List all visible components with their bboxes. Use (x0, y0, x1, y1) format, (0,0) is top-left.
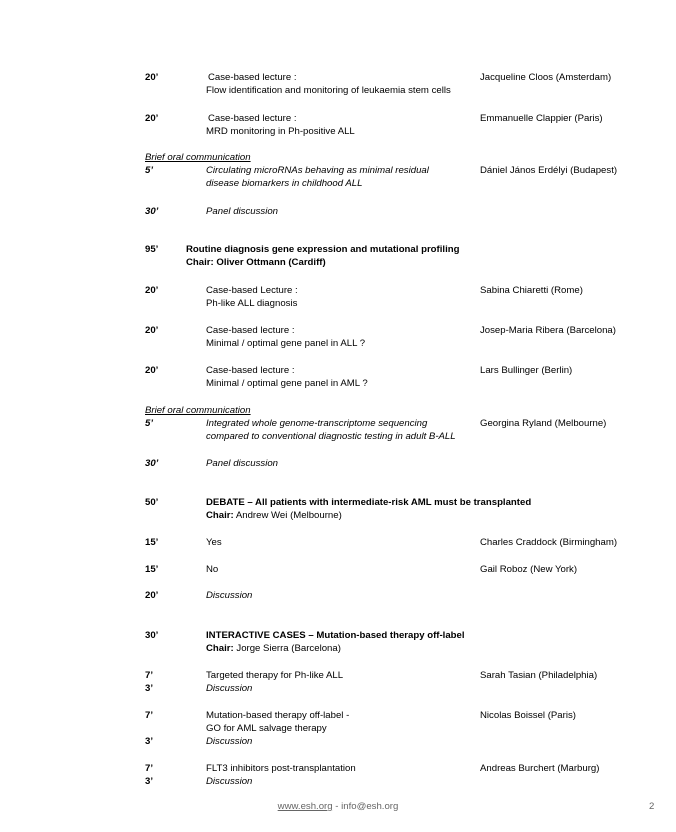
item-title (206, 563, 476, 576)
session-title: INTERACTIVE CASES – Mutation-based therapy off-label (206, 630, 465, 641)
session-title-block (186, 243, 459, 269)
case-title (206, 762, 476, 788)
item-title-line2: MRD monitoring in Ph-positive ALL (206, 126, 355, 137)
item-title (206, 536, 476, 549)
footer-separator: - (332, 801, 342, 812)
item-duration: 20’ (145, 365, 159, 376)
case-duration: 7’ (145, 670, 154, 681)
item-title-line2: disease biomarkers in childhood ALL (206, 178, 363, 189)
case-discussion-duration: 3’ (145, 736, 154, 747)
page-footer (0, 800, 676, 813)
item-title-line2: Minimal / optimal gene panel in ALL ? (206, 338, 366, 349)
page-number: 2 (649, 801, 655, 812)
item-title-line1: Panel discussion (206, 206, 278, 217)
case-discussion-duration: 3’ (145, 683, 154, 694)
case-duration: 7’ (145, 710, 154, 721)
item-title-line2: Flow identification and monitoring of leukaemia stem cells (206, 85, 451, 96)
item-duration: 5’ (145, 165, 154, 176)
footer-website-link[interactable]: www.esh.org (277, 801, 333, 812)
chair-label: Chair: (206, 510, 234, 521)
item-title-line1: Integrated whole genome-transcriptome sequencing (206, 418, 428, 429)
case-speaker: Andreas Burchert (Marburg) (480, 763, 600, 774)
item-duration: 20’ (145, 72, 159, 83)
item-title-line1: Case-based lecture : (206, 365, 295, 376)
item-title-line2: Minimal / optimal gene panel in AML ? (206, 378, 368, 389)
item-speaker: Lars Bullinger (Berlin) (480, 365, 573, 376)
case-discussion: Discussion (206, 683, 253, 694)
item-speaker: Josep-Maria Ribera (Barcelona) (480, 325, 616, 336)
footer-email[interactable]: info@esh.org (341, 801, 399, 812)
boc-label: Brief oral communication (145, 152, 251, 163)
case-durations (145, 762, 153, 788)
item-duration: 15’ (145, 537, 159, 548)
session-title: DEBATE – All patients with intermediate-risk AML must be transplanted (206, 497, 532, 508)
item-title (206, 205, 476, 218)
item-speaker: Charles Craddock (Birmingham) (480, 537, 618, 548)
item-title (206, 112, 476, 138)
item-title-line1: Case-based lecture : (206, 325, 295, 336)
item-duration: 30’ (145, 458, 159, 469)
boc-label: Brief oral communication (145, 405, 251, 416)
case-title-line1: Mutation-based therapy off-label - (206, 710, 350, 721)
item-title (206, 457, 476, 470)
item-title (206, 364, 476, 390)
session-duration: 95’ (145, 244, 159, 255)
case-durations (145, 669, 153, 695)
case-title-line1: FLT3 inhibitors post-transplantation (206, 763, 356, 774)
session-chair (206, 642, 626, 655)
case-title (206, 709, 476, 748)
session-title-block (206, 629, 626, 655)
item-duration: 20’ (145, 285, 159, 296)
item-title-line1: Panel discussion (206, 458, 278, 469)
session-duration: 50’ (145, 497, 159, 508)
item-title-line1: Case-based lecture : (208, 113, 297, 124)
case-durations (145, 709, 153, 748)
case-title-line2: GO for AML salvage therapy (206, 723, 327, 734)
item-title (206, 164, 476, 190)
session-title: Routine diagnosis gene expression and mutational profiling (186, 244, 460, 255)
item-speaker: Georgina Ryland (Melbourne) (480, 418, 607, 429)
item-title-line1: Yes (206, 537, 222, 548)
case-discussion: Discussion (206, 776, 253, 787)
item-duration: 20’ (145, 113, 159, 124)
case-discussion-duration: 3’ (145, 776, 154, 787)
session-duration: 30’ (145, 630, 159, 641)
item-title-line2: compared to conventional diagnostic testing in adult B-ALL (206, 431, 456, 442)
case-discussion: Discussion (206, 736, 253, 747)
case-speaker: Sarah Tasian (Philadelphia) (480, 670, 598, 681)
session-title-block (206, 496, 626, 522)
item-title-line1: Discussion (206, 590, 253, 601)
case-speaker: Nicolas Boissel (Paris) (480, 710, 576, 721)
chair-label: Chair: (186, 257, 214, 268)
case-duration: 7’ (145, 763, 154, 774)
item-duration: 30’ (145, 206, 159, 217)
item-title (206, 589, 476, 602)
item-speaker: Dániel János Erdélyi (Budapest) (480, 165, 618, 176)
item-title-line2: Ph-like ALL diagnosis (206, 298, 298, 309)
chair-label: Chair: (206, 643, 234, 654)
item-duration: 15’ (145, 564, 159, 575)
chair-name: Andrew Wei (Melbourne) (235, 510, 342, 521)
item-duration: 20’ (145, 325, 159, 336)
item-speaker: Gail Roboz (New York) (480, 564, 578, 575)
item-title-line1: Circulating microRNAs behaving as minimal residual (206, 165, 429, 176)
item-speaker: Emmanuelle Clappier (Paris) (480, 113, 603, 124)
item-title-line1: No (206, 564, 219, 575)
item-title (206, 284, 476, 310)
case-title-line1: Targeted therapy for Ph-like ALL (206, 670, 344, 681)
item-duration: 20’ (145, 590, 159, 601)
item-speaker: Jacqueline Cloos (Amsterdam) (480, 72, 612, 83)
item-duration: 5’ (145, 418, 154, 429)
chair-name: Jorge Sierra (Barcelona) (236, 643, 341, 654)
item-title (206, 324, 476, 350)
session-chair (186, 256, 459, 269)
session-chair (206, 509, 626, 522)
item-title-line1: Case-based lecture : (208, 72, 297, 83)
case-title (206, 669, 476, 695)
chair-name: Oliver Ottmann (Cardiff) (216, 257, 326, 268)
item-title-line1: Case-based Lecture : (206, 285, 298, 296)
item-title (206, 417, 476, 443)
item-speaker: Sabina Chiaretti (Rome) (480, 285, 583, 296)
